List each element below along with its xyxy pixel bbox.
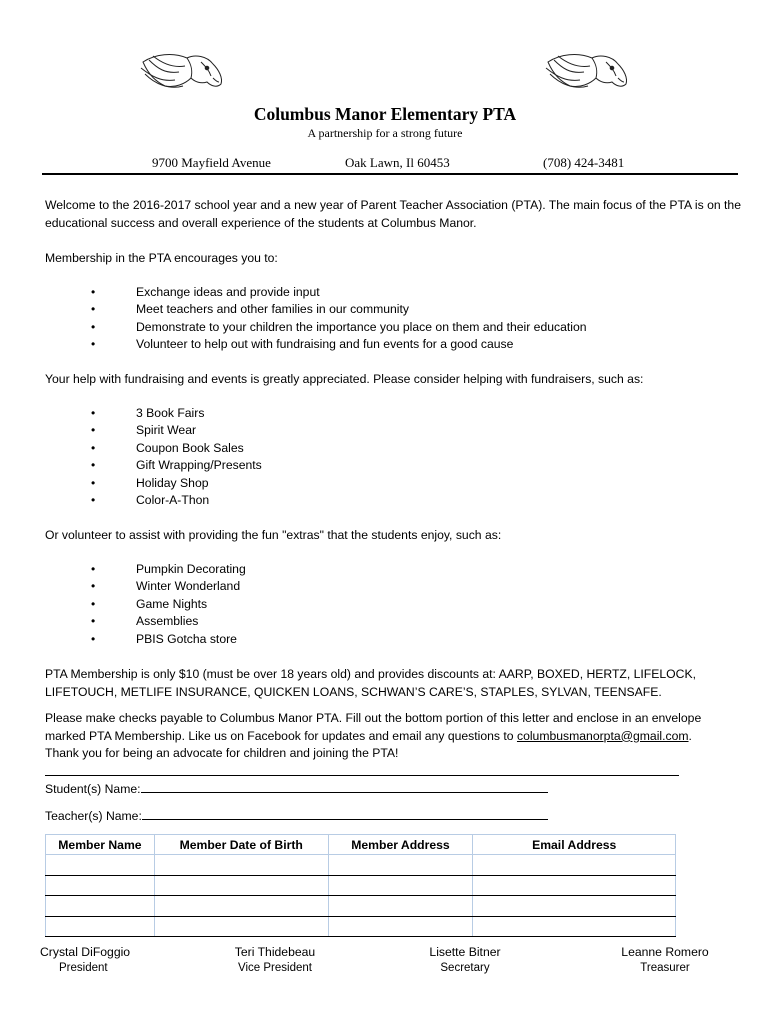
fundraisers-intro: Your help with fundraising and events is greatly appreciated. Please consider helping with fundraisers, such as: (45, 372, 644, 386)
officer-role: President (59, 962, 108, 974)
header-divider (42, 173, 738, 175)
page-title: Columbus Manor Elementary PTA (253, 104, 517, 124)
table-row (46, 896, 676, 917)
list-item: • Spirit Wear (0, 422, 262, 439)
horse-head-logo-right (540, 48, 632, 100)
officer-name: Lisette Bitner (429, 945, 501, 959)
officer-name: Teri Thidebeau (234, 945, 316, 959)
list-item: • Volunteer to help out with fundraising and fun events for a good cause (0, 336, 587, 353)
thanks-line: Thank you for being an advocate for children and joining the PTA! (45, 746, 399, 760)
officer-secretary (405, 945, 525, 974)
table-row (46, 855, 676, 876)
encourages-list (0, 284, 587, 354)
list-item: • Winter Wonderland (0, 578, 246, 595)
extras-list (0, 561, 246, 648)
table-header-row (46, 835, 676, 855)
table-cell[interactable] (46, 875, 155, 896)
list-item: • Demonstrate to your children the importance you place on them and their education (0, 319, 587, 336)
table-cell[interactable] (473, 896, 676, 917)
officer-president (40, 945, 140, 974)
table-cell[interactable] (328, 896, 473, 917)
students-input-line[interactable] (141, 779, 548, 793)
table-cell[interactable] (154, 855, 328, 876)
street-address: 9700 Mayfield Avenue (152, 155, 271, 170)
students-label: Student(s) Name: (45, 782, 141, 796)
table-cell[interactable] (473, 855, 676, 876)
checks-paragraph (45, 710, 745, 763)
table-cell[interactable] (46, 896, 155, 917)
list-item: • Game Nights (0, 596, 246, 613)
list-item: • Pumpkin Decorating (0, 561, 246, 578)
table-cell[interactable] (328, 855, 473, 876)
cut-line (45, 775, 679, 776)
list-item: • Exchange ideas and provide input (0, 284, 587, 301)
teachers-field (45, 806, 745, 826)
officer-name: Crystal DiFoggio (40, 945, 131, 959)
column-header: Email Address (473, 835, 676, 855)
horse-head-logo-left (135, 48, 227, 100)
fundraisers-list (0, 405, 262, 509)
teachers-input-line[interactable] (142, 806, 548, 820)
tagline: A partnership for a strong future (307, 126, 463, 140)
list-item: • Coupon Book Sales (0, 440, 262, 457)
officer-vice-president (215, 945, 335, 974)
table-cell[interactable] (154, 896, 328, 917)
list-item: • Gift Wrapping/Presents (0, 457, 262, 474)
list-item: • Color-A-Thon (0, 492, 262, 509)
officer-treasurer (605, 945, 725, 974)
membership-table (45, 834, 676, 937)
list-item: • 3 Book Fairs (0, 405, 262, 422)
table-cell[interactable] (46, 916, 155, 937)
table-cell[interactable] (154, 875, 328, 896)
column-header: Member Name (46, 835, 155, 855)
list-item: • Meet teachers and other families in our community (0, 301, 587, 318)
list-item: • PBIS Gotcha store (0, 631, 246, 648)
students-field (45, 779, 745, 799)
teachers-label: Teacher(s) Name: (45, 809, 142, 823)
table-row (46, 875, 676, 896)
officer-name: Leanne Romero (621, 945, 709, 959)
table-cell[interactable] (154, 916, 328, 937)
checks-line-1: Please make checks payable to Columbus Manor PTA. Fill out the bottom portion of this letter and enclose in an envelope (45, 711, 702, 725)
email-link[interactable]: columbusmanorpta@gmail.com (516, 728, 689, 743)
encourages-intro: Membership in the PTA encourages you to: (45, 251, 278, 265)
table-cell[interactable] (473, 875, 676, 896)
list-item: • Assemblies (0, 613, 246, 630)
list-item: • Holiday Shop (0, 475, 262, 492)
table-row (46, 916, 676, 937)
column-header: Member Date of Birth (154, 835, 328, 855)
membership-paragraph: PTA Membership is only $10 (must be over 18 years old) and provides discounts at: AARP, BOXED, HERTZ, LIFELOCK, LIFETOUCH, METLIFE INSURANCE, QUICKEN LOANS, SCHWAN’S CARE’S, STAPLES, SYLVAN, TEENSAFE. (45, 667, 696, 699)
welcome-paragraph: Welcome to the 2016-2017 school year and a new year of Parent Teacher Association (PTA). The main focus of the PTA is on the educational success and overall experience of the students at Columbus Manor. (45, 198, 741, 230)
table-cell[interactable] (328, 916, 473, 937)
city-address: Oak Lawn, Il 60453 (345, 155, 450, 170)
phone-number: (708) 424-3481 (543, 155, 625, 170)
extras-intro: Or volunteer to assist with providing the fun "extras" that the students enjoy, such as: (45, 528, 502, 542)
table-cell[interactable] (46, 855, 155, 876)
table-cell[interactable] (473, 916, 676, 937)
officer-role: Secretary (440, 962, 490, 974)
officer-role: Treasurer (640, 962, 690, 974)
officer-role: Vice President (238, 962, 312, 974)
checks-line-2: marked PTA Membership. Like us on Facebook for updates and email any questions to columbusmanorpta@gmail.com. (45, 728, 692, 743)
column-header: Member Address (328, 835, 473, 855)
table-cell[interactable] (328, 875, 473, 896)
